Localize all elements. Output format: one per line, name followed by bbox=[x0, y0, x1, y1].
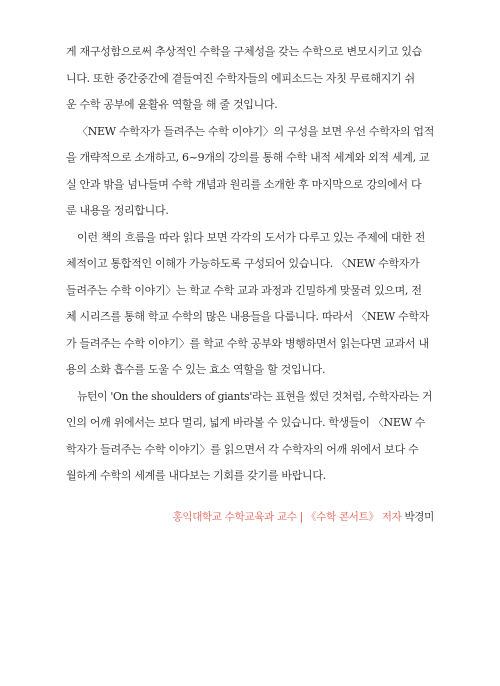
text-line: 월하게 수학의 세계를 내다보는 기회를 갖기를 바랍니다. bbox=[66, 469, 326, 482]
paragraph-2 bbox=[66, 119, 434, 225]
paragraph-3 bbox=[66, 225, 434, 384]
author-affiliation: 홍익대학교 수학교육과 교수 | 《수학 콘서트》 저자 bbox=[172, 511, 402, 523]
author-name: 박경미 bbox=[401, 511, 434, 523]
body-text bbox=[66, 39, 434, 490]
text-line: 〈NEW 수학자가 들려주는 수학 이야기〉의 구성을 보면 우선 수학자의 업적 bbox=[77, 124, 434, 138]
author-signature bbox=[173, 509, 434, 524]
text-line: 룬 내용을 정리합니다. bbox=[66, 204, 169, 217]
text-line: 용의 소화 흡수를 도울 수 있는 효소 역할을 할 것입니다. bbox=[66, 363, 326, 376]
text-line: 이런 책의 흐름을 따라 읽다 보면 각각의 도서가 다루고 있는 주제에 대한 전 bbox=[77, 230, 426, 244]
text-line: 가 들려주는 수학 이야기〉를 학교 수학 공부와 병행하면서 읽는다면 교과서 내 bbox=[66, 336, 429, 350]
text-line: 운 수학 공부에 윤활유 역할을 해 줄 것입니다. bbox=[66, 98, 278, 111]
text-line: 체 시리즈를 통해 학교 수학의 많은 내용들을 다룹니다. 따라서 〈NEW 수학자 bbox=[66, 310, 430, 323]
text-line: 인의 어깨 위에서는 보다 멀리, 넓게 바라볼 수 있습니다. 학생들이 〈NEW 수 bbox=[66, 416, 426, 429]
text-line: 체적이고 통합적인 이해가 가능하도록 구성되어 있습니다. 〈NEW 수학자가 bbox=[66, 257, 420, 270]
text-line: 실 안과 밖을 넘나들며 수학 개념과 원리를 소개한 후 마지막으로 강의에서 다 bbox=[66, 177, 422, 191]
text-line: 니다. 또한 중간중간에 곁들여진 수학자들의 에피소드는 자칫 무료해지기 쉬 bbox=[66, 71, 415, 85]
text-line: 학자가 들려주는 수학 이야기〉를 읽으면서 각 수학자의 어깨 위에서 보다 수 bbox=[66, 442, 419, 456]
paragraph-4 bbox=[66, 384, 434, 490]
text-line: 게 재구성함으로써 추상적인 수학을 구체성을 갖는 수학으로 변모시키고 있습 bbox=[66, 45, 423, 58]
text-line: 들려주는 수학 이야기〉는 학교 수학 교과 과정과 긴밀하게 맞물려 있으며, 전 bbox=[66, 283, 422, 297]
text-line: 뉴턴이 'On the shoulders of giants'라는 표현을 썼던 것처럼, 수학자라는 거 bbox=[77, 389, 433, 403]
text-line: 을 개략적으로 소개하고, 6~9개의 강의를 통해 수학 내적 세계와 외적 세계, 교 bbox=[66, 151, 430, 164]
paragraph-1 bbox=[66, 39, 434, 119]
